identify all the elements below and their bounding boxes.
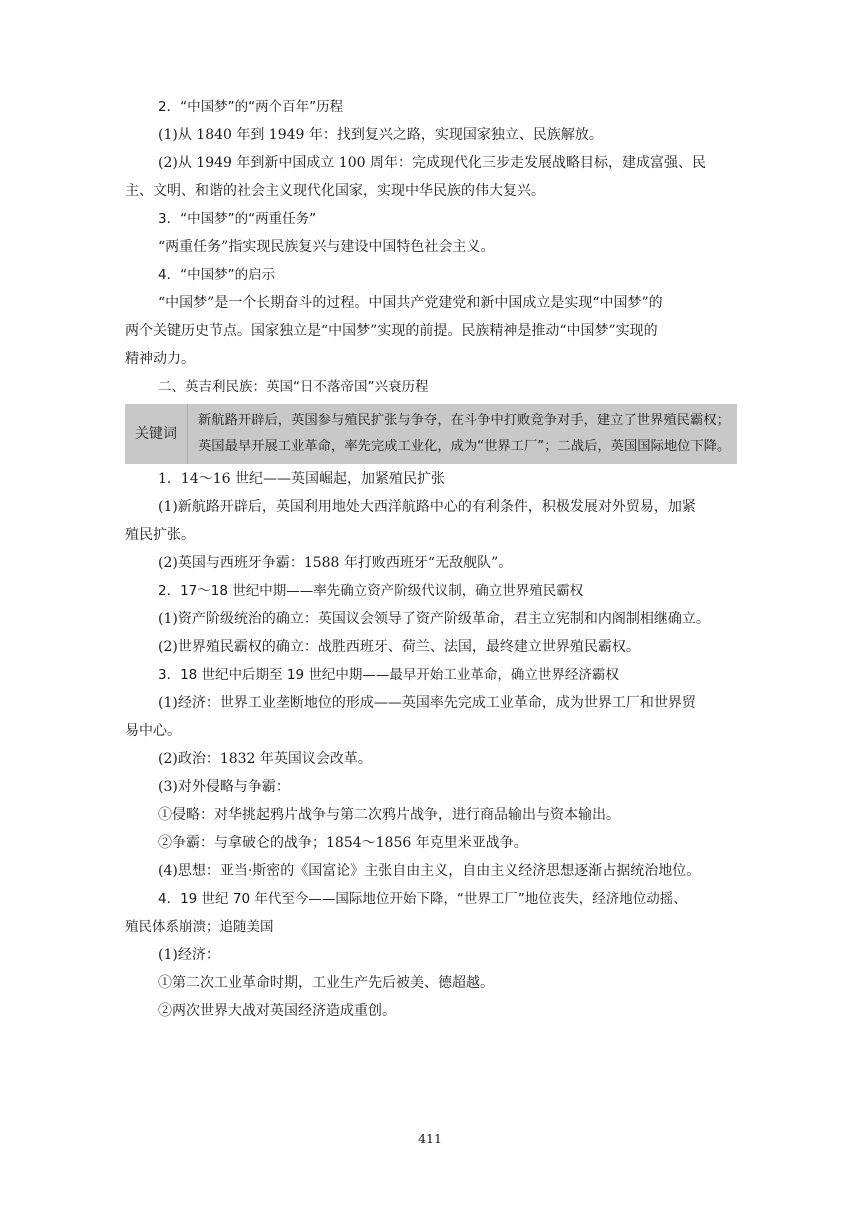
section-heading: 2．17～18 世纪中期——率先确立资产阶级代议制，确立世界殖民霸权	[158, 583, 584, 599]
paragraph-continuation: 殖民扩张。	[125, 527, 195, 543]
paragraph-continuation: 两个关键历史节点。国家独立是“中国梦”实现的前提。民族精神是推动“中国梦”实现的	[125, 323, 658, 339]
list-item: ①第二次工业革命时期，工业生产先后被美、德超越。	[158, 975, 494, 991]
page-number: 411	[418, 1131, 442, 1146]
section-heading-continuation: 殖民体系崩溃；追随美国	[125, 919, 274, 935]
paragraph-continuation: 易中心。	[125, 723, 181, 739]
paragraph: (1)经济：	[158, 947, 220, 963]
list-item: ①侵略：对华挑起鸦片战争与第二次鸦片战争，进行商品输出与资本输出。	[158, 807, 620, 823]
section-heading: 4．“中国梦”的启示	[158, 267, 276, 283]
paragraph: (2)世界殖民霸权的确立：战胜西班牙、荷兰、法国，最终建立世界殖民霸权。	[158, 639, 640, 655]
section-heading: 1．14～16 世纪——英国崛起，加紧殖民扩张	[158, 471, 445, 487]
paragraph: (1)经济：世界工业垄断地位的形成——英国率先完成工业革命，成为世界工厂和世界贸	[158, 695, 696, 711]
paragraph: (4)思想：亚当·斯密的《国富论》主张自由主义，自由主义经济思想逐渐占据统治地位。	[158, 863, 701, 879]
keyword-label: 关键词	[125, 404, 188, 464]
keyword-text: 新航路开辟后，英国参与殖民扩张与争夺，在斗争中打败竞争对手，建立了世界殖民霸权；英国最早开展工业革命，率先完成工业化，成为“世界工厂”；二战后，英国国际地位下降。	[198, 413, 731, 454]
part-heading: 二、英吉利民族：英国“日不落帝国”兴衰历程	[158, 379, 429, 395]
paragraph: (3)对外侵略与争霸：	[158, 779, 290, 795]
paragraph-continuation: 主、文明、和谐的社会主义现代化国家，实现中华民族的伟大复兴。	[125, 183, 545, 199]
section-heading: 4．19 世纪 70 年代至今——国际地位开始下降，“世界工厂”地位丧失，经济地位动摇、	[158, 891, 687, 907]
list-item: ②两次世界大战对英国经济造成重创。	[158, 1003, 396, 1019]
list-item: ②争霸：与拿破仑的战争；1854～1856 年克里米亚战争。	[158, 835, 528, 851]
paragraph: (2)从 1949 年到新中国成立 100 周年：完成现代化三步走发展战略目标，建成富强、民	[158, 155, 706, 171]
paragraph: “中国梦”是一个长期奋斗的过程。中国共产党建党和新中国成立是实现“中国梦”的	[158, 295, 663, 311]
paragraph: “两重任务”指实现民族复兴与建设中国特色社会主义。	[158, 239, 495, 255]
paragraph: (2)英国与西班牙争霸：1588 年打败西班牙“无敌舰队”。	[158, 555, 513, 571]
paragraph: (1)资产阶级统治的确立：英国议会领导了资产阶级革命，君主立宪制和内阁制相继确立。	[158, 611, 710, 627]
section-heading: 3．“中国梦”的“两重任务”	[158, 211, 317, 227]
paragraph: (2)政治：1832 年英国议会改革。	[158, 751, 372, 767]
section-heading: 3．18 世纪中后期至 19 世纪中期——最早开始工业革命，确立世界经济霸权	[158, 667, 619, 683]
section-heading: 2．“中国梦”的“两个百年”历程	[158, 99, 344, 115]
paragraph: (1)从 1840 年到 1949 年：找到复兴之路，实现国家独立、民族解放。	[158, 127, 603, 143]
document-body	[125, 98, 737, 1020]
paragraph-continuation: 精神动力。	[125, 351, 195, 367]
keyword-box	[125, 404, 737, 464]
paragraph: (1)新航路开辟后，英国利用地处大西洋航路中心的有利条件，积极发展对外贸易，加紧	[158, 499, 696, 515]
